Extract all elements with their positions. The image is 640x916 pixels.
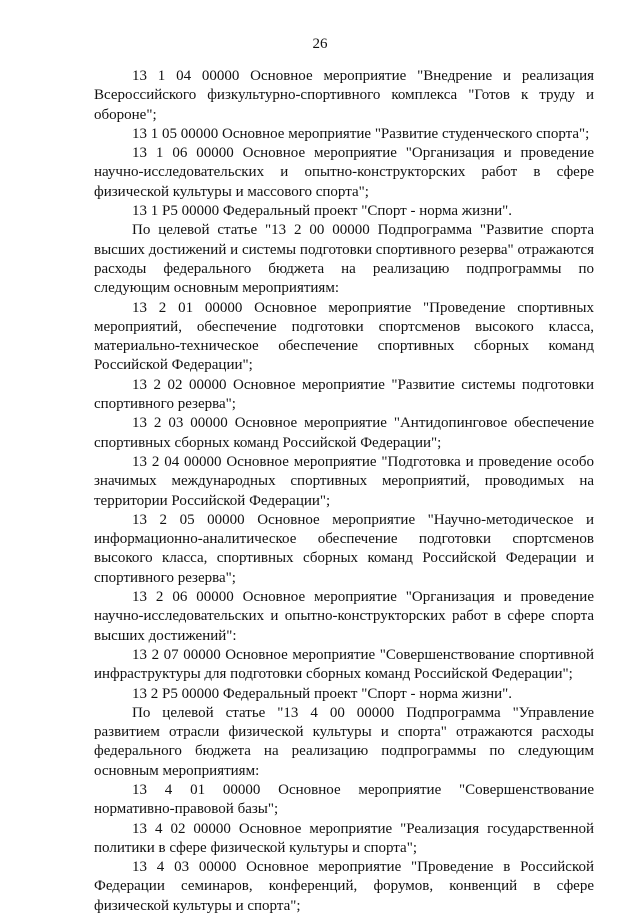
paragraph: 13 1 04 00000 Основное мероприятие "Внедрение и реализация Всероссийского физкультурно-спортивного комплекса "Готов к труду и обороне"; [94, 68, 594, 123]
paragraph: По целевой статье "13 4 00 00000 Подпрограмма "Управление развитием отрасли физической культуры и спорта" отражаются расходы федерального бюджета на реализацию подпрограммы по следующим основным мероприятиям: [94, 704, 594, 779]
paragraph: 13 2 05 00000 Основное мероприятие "Научно-методическое и информационно-аналитическое обеспечение подготовки спортсменов высокого класса, спортивных сборных команд Российской Федерации и спортивного резерва"; [94, 511, 594, 586]
paragraph: 13 2 06 00000 Основное мероприятие "Организация и проведение научно-исследовательских и опытно-конструкторских работ в сфере спорта высших достижений": [94, 589, 594, 644]
paragraph: 13 4 03 00000 Основное мероприятие "Проведение в Российской Федерации семинаров, конференций, форумов, конвенций в сфере физической культуры и спорта"; [94, 859, 594, 914]
paragraph: 13 4 02 00000 Основное мероприятие "Реализация государственной политики в сфере физической культуры и спорта"; [94, 820, 594, 856]
paragraph: 13 2 03 00000 Основное мероприятие "Антидопинговое обеспечение спортивных сборных команд Российской Федерации"; [94, 415, 594, 451]
paragraph: 13 2 01 00000 Основное мероприятие "Проведение спортивных мероприятий, обеспечение подготовки спортсменов высокого класса, материально-техническое обеспечение спортивных сборных команд Российской Федерации"; [94, 299, 594, 374]
paragraph: 13 1 06 00000 Основное мероприятие "Организация и проведение научно-исследовательских и опытно-конструкторских работ в сфере физической культуры и массового спорта"; [94, 145, 594, 200]
paragraph: 13 4 01 00000 Основное мероприятие "Совершенствование нормативно-правовой базы"; [94, 781, 594, 818]
paragraph: 13 2 07 00000 Основное мероприятие "Совершенствование спортивной инфраструктуры для подготовки сборных команд Российской Федерации"; [94, 646, 594, 683]
paragraph: 13 1 05 00000 Основное мероприятие "Развитие студенческого спорта"; [132, 125, 590, 142]
paragraph: По целевой статье "13 2 00 00000 Подпрограмма "Развитие спорта высших достижений и системы подготовки спортивного резерва" отражаются расходы федерального бюджета на реализацию подпрограммы по следующим основным мероприятиям: [94, 222, 594, 297]
document-body [94, 67, 594, 916]
paragraph: 13 1 P5 00000 Федеральный проект "Спорт - норма жизни". [132, 203, 513, 220]
page-number: 26 [312, 36, 328, 52]
paragraph: 13 2 02 00000 Основное мероприятие "Развитие системы подготовки спортивного резерва"; [94, 376, 594, 413]
paragraph: 13 2 04 00000 Основное мероприятие "Подготовка и проведение особо значимых международных спортивных мероприятий, проводимых на территории Российской Федерации"; [94, 453, 594, 509]
paragraph: 13 2 P5 00000 Федеральный проект "Спорт - норма жизни". [132, 685, 513, 702]
